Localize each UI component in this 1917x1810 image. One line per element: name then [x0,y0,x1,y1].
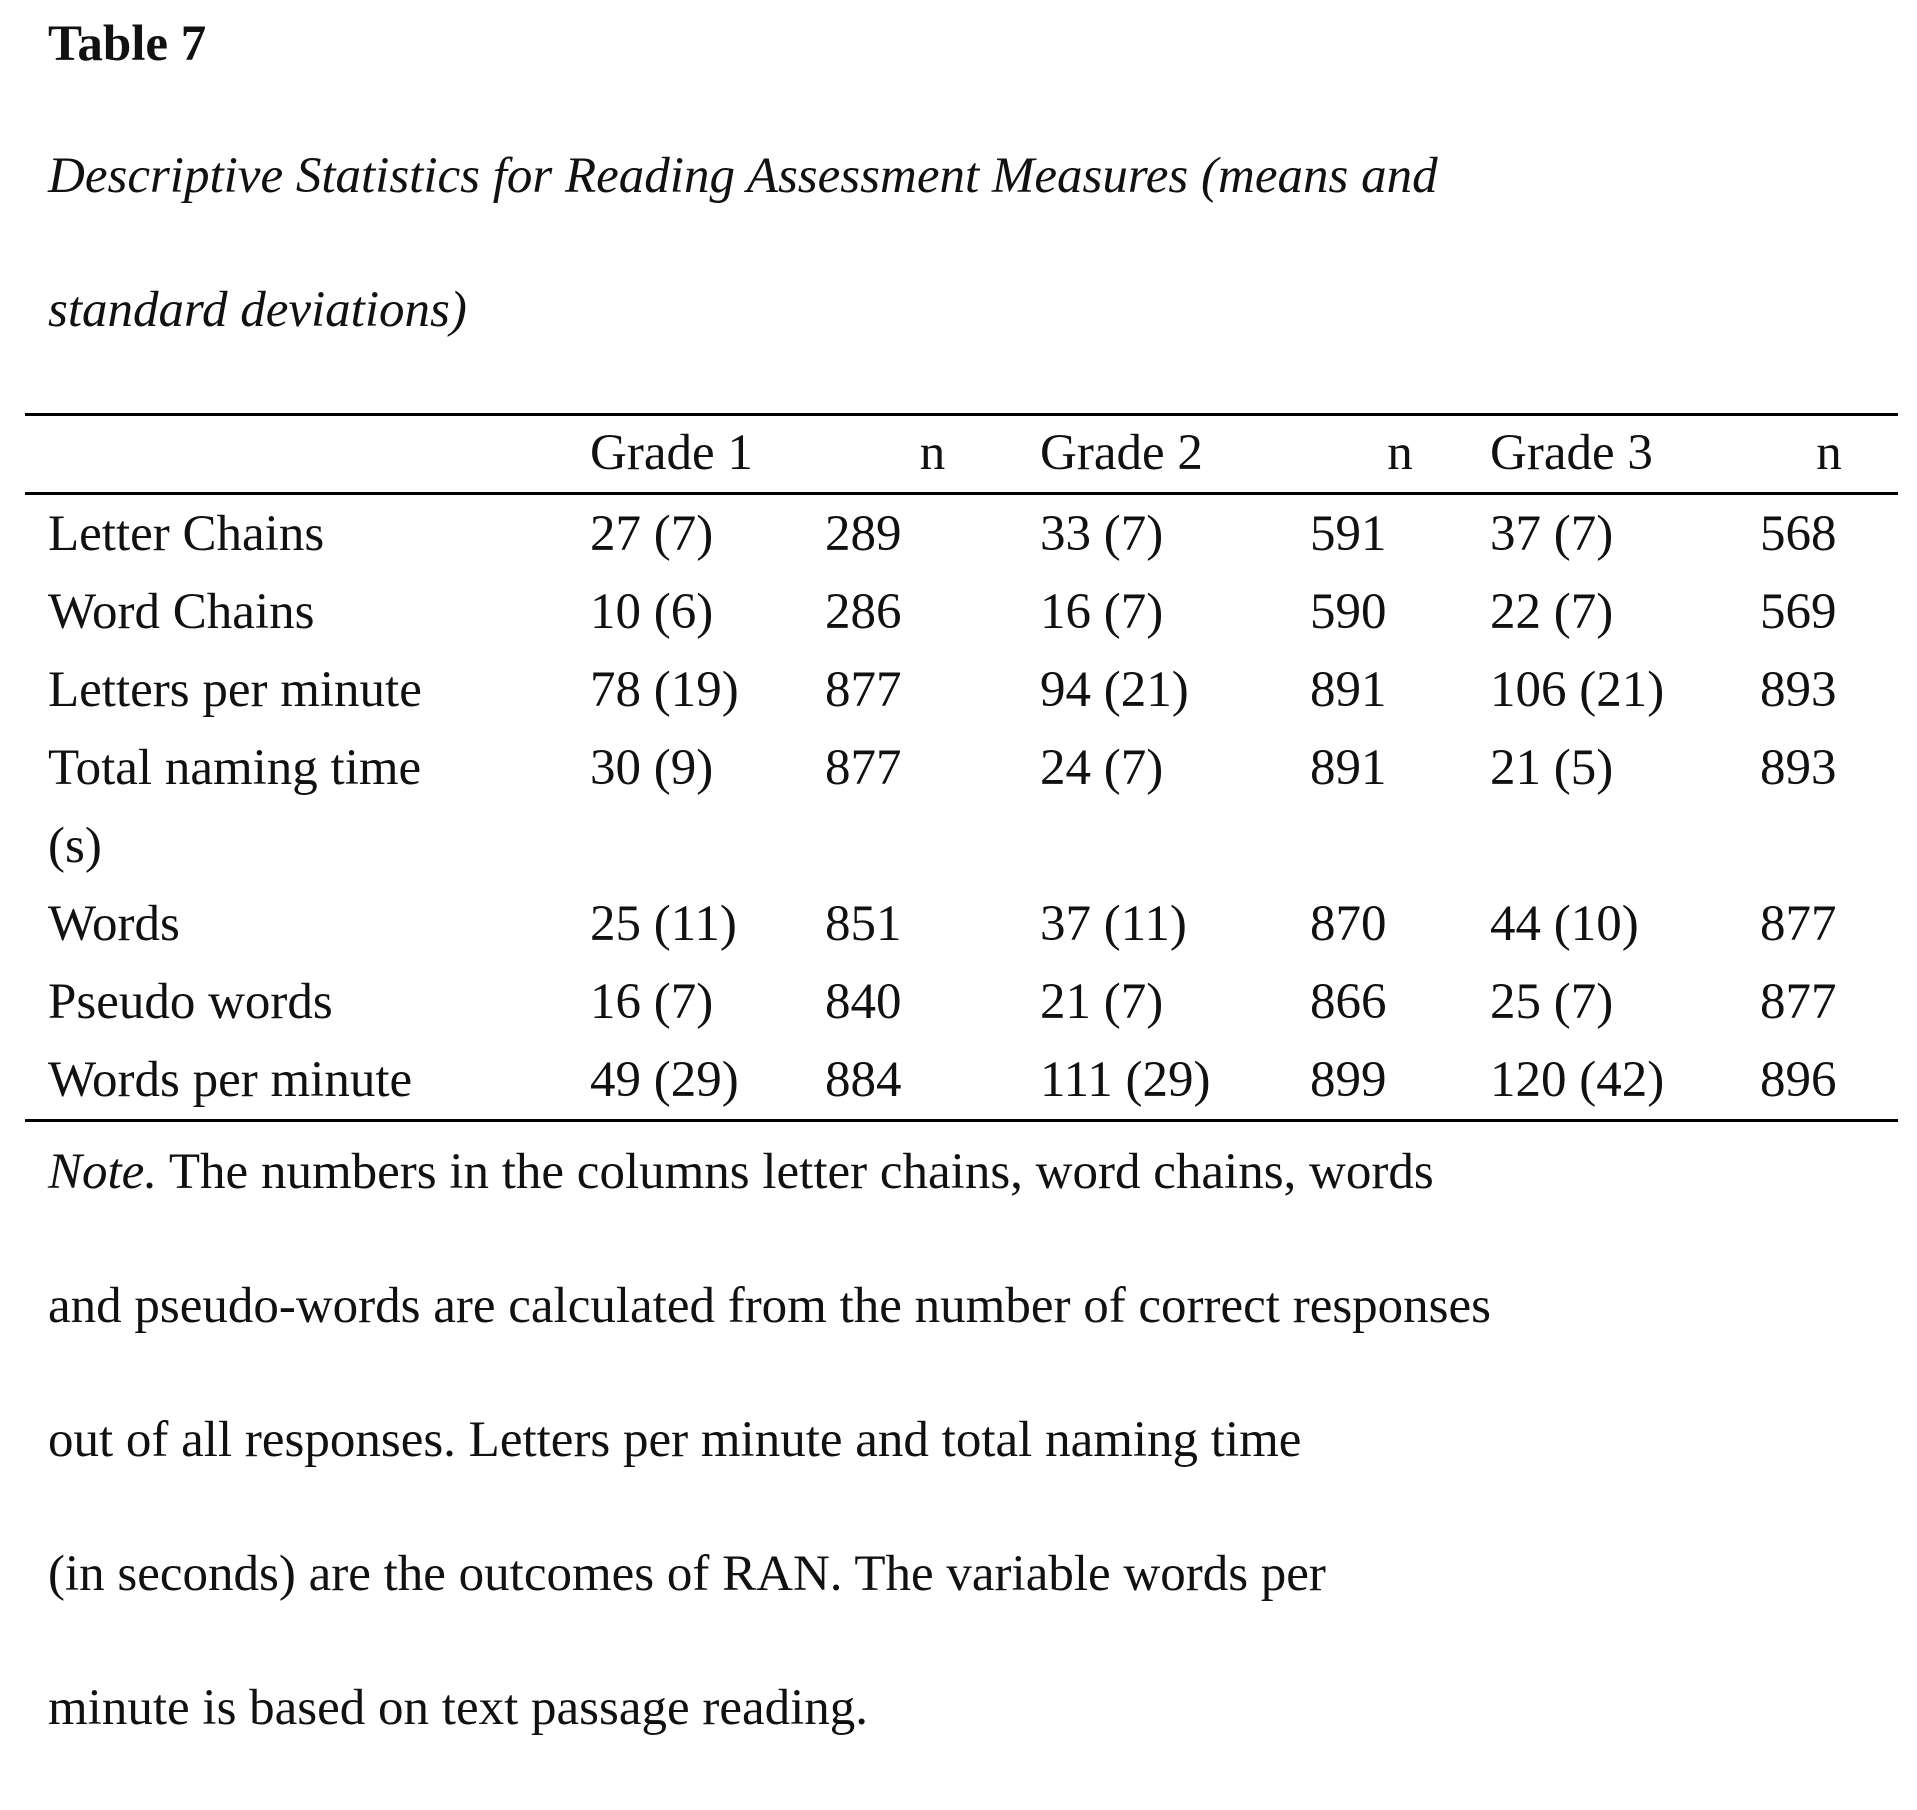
cell-n-grade-1: 884 [825,1052,902,1108]
table-header-row [25,415,1898,494]
cell-n-grade-2: 866 [1310,974,1387,1030]
header-grade-2: Grade 2 [1040,425,1203,481]
cell-grade-3: 22 (7) [1490,584,1614,640]
cell-n-grade-2: 870 [1310,896,1387,952]
row-measure: Word Chains [48,584,315,640]
cell-grade-1: 10 (6) [590,584,714,640]
table-caption [48,144,1748,412]
cell-n-grade-2: 591 [1310,506,1387,562]
note-line-1-text: The numbers in the columns letter chains, word chains, words [157,1144,1434,1200]
header-n-grade-1: n [919,425,946,481]
note-line-2: and pseudo-words are calculated from the number of correct responses [48,1278,1492,1334]
cell-grade-1: 49 (29) [590,1052,739,1108]
descriptive-statistics-table [25,413,1898,1122]
cell-n-grade-1: 286 [825,584,902,640]
note-line-3: out of all responses. Letters per minute and total naming time [48,1412,1302,1468]
header-n-grade-2: n [1387,425,1413,481]
row-measure: Total naming time (s) [48,740,422,874]
cell-grade-2: 21 (7) [1040,974,1164,1030]
table-row [25,963,1898,1041]
cell-grade-3: 37 (7) [1490,506,1614,562]
cell-n-grade-1: 851 [825,896,902,952]
cell-grade-1: 30 (9) [590,740,714,796]
row-measure: Letters per minute [48,662,422,718]
cell-grade-3: 25 (7) [1490,974,1614,1030]
cell-n-grade-3: 893 [1760,740,1837,796]
cell-grade-1: 25 (11) [590,896,737,952]
table-row [25,573,1898,651]
cell-n-grade-1: 840 [825,974,902,1030]
row-measure: Words [48,896,180,952]
cell-grade-2: 94 (21) [1040,662,1189,718]
cell-grade-3: 106 (21) [1490,662,1665,718]
table-row [25,651,1898,729]
cell-grade-1: 16 (7) [590,974,714,1030]
cell-grade-2: 111 (29) [1040,1052,1211,1108]
cell-grade-2: 24 (7) [1040,740,1164,796]
row-measure: Words per minute [48,1052,413,1108]
cell-grade-1: 78 (19) [590,662,739,718]
cell-grade-2: 37 (11) [1040,896,1187,952]
note-label: Note. [48,1144,158,1200]
table-row [25,729,1898,885]
cell-grade-3: 120 (42) [1490,1052,1665,1108]
cell-n-grade-2: 891 [1310,740,1387,796]
table-row [25,885,1898,963]
header-measure [25,415,590,494]
table-row [25,1041,1898,1121]
table-note [48,1140,1848,1810]
note-line-5: minute is based on text passage reading. [48,1680,869,1736]
table-row [25,494,1898,574]
cell-n-grade-2: 891 [1310,662,1387,718]
table-label: Table 7 [48,16,207,72]
caption-line-2: standard deviations) [48,282,467,338]
cell-n-grade-3: 896 [1760,1052,1837,1108]
cell-grade-2: 16 (7) [1040,584,1164,640]
cell-n-grade-1: 877 [825,740,902,796]
cell-n-grade-3: 893 [1760,662,1837,718]
header-grade-1: Grade 1 [590,425,753,481]
cell-grade-3: 44 (10) [1490,896,1639,952]
row-measure: Letter Chains [48,506,325,562]
caption-line-1: Descriptive Statistics for Reading Assessment Measures (means and [48,148,1438,204]
cell-n-grade-3: 568 [1760,506,1837,562]
header-n-grade-3: n [1816,425,1842,481]
cell-n-grade-1: 289 [825,506,902,562]
cell-n-grade-3: 877 [1760,974,1837,1030]
cell-grade-1: 27 (7) [590,506,714,562]
cell-n-grade-3: 877 [1760,896,1837,952]
cell-n-grade-3: 569 [1760,584,1837,640]
cell-grade-2: 33 (7) [1040,506,1164,562]
header-grade-3: Grade 3 [1490,425,1653,481]
note-line-4: (in seconds) are the outcomes of RAN. The variable words per [48,1546,1326,1602]
row-measure: Pseudo words [48,974,333,1030]
cell-grade-3: 21 (5) [1490,740,1614,796]
note-line-1 [48,1140,1848,1274]
cell-n-grade-1: 877 [825,662,902,718]
cell-n-grade-2: 590 [1310,584,1387,640]
cell-n-grade-2: 899 [1310,1052,1387,1108]
